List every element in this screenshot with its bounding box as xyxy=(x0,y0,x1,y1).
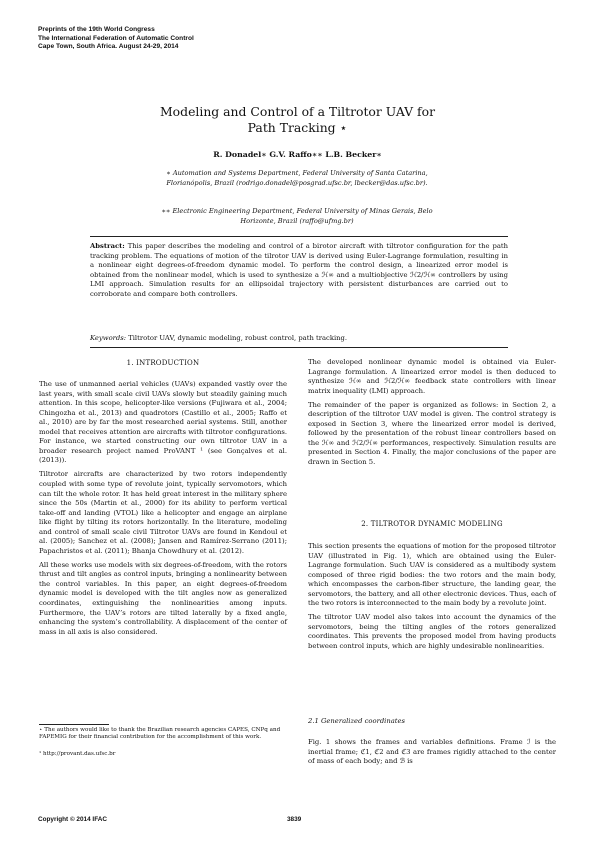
intro-paragraph-1: The use of unmanned aerial vehicles (UAVs) expanded vastly over the last years, with small scale civil UAVs slowly but steadily gaining much attention. In this scope, helicopter-like versions (Fujiwara et al., 2004; Chingozha et al., 2013) and quadrotors (Castillo et al., 2005; Raffo et al., 2010) are by far the most researched aerial systems. Still, another model that receives attention are aircrafts with tiltrotor configurations. For instance, we started constructing our own tiltrotor UAV in a broader research project named ProVANT ¹ (see Gonçalves et al. (2013)). xyxy=(39,380,287,465)
abstract-block xyxy=(90,242,508,300)
intro-paragraph-3: All these works use models with six degrees-of-freedom, with the rotors thrust and tilt angles as control inputs, bringing a nonlinearity between the control variables. In this paper, an eight degrees-of-freedom dynamic model is developed with the tilt angles now as generalized coordinates, extinguishing the nonlinearities among inputs. Furthermore, the UAV’s rotors are tilted laterally by a fixed angle, enhancing the system’s controllability. A displacement of the center of mass in all axis is also considered. xyxy=(39,560,287,636)
keywords-block xyxy=(90,334,508,344)
conference-line-1: Preprints of the 19th World Congress xyxy=(38,26,155,33)
page-number: 3839 xyxy=(287,816,302,823)
author-list: R. Donadel∗ G.V. Raffo∗∗ L.B. Becker∗ xyxy=(213,150,382,159)
affiliation-2: ∗∗ Electronic Engineering Department, Federal University of Minas Gerais, Belo Horizonte, Brazil (raffo@ufmg.br) xyxy=(161,207,433,225)
intro-paragraph-5: The remainder of the paper is organized as follows: in Section 2, a description of the tiltrotor UAV model is given. The control strategy is exposed in Section 3, where the linearized error model is derived, followed by the presentation of the robust linear controllers based on the ℋ∞ and ℋ2/ℋ∞ performances, respectively. Simulation results are presented in Section 4. Finally, the major conclusions of the paper are drawn in Section 5. xyxy=(308,400,556,466)
section-2-heading: 2. TILTROTOR DYNAMIC MODELING xyxy=(361,520,503,528)
abstract-top-rule xyxy=(90,236,508,237)
footnote-funding: ⋆ The authors would like to thank the Brazilian research agencies CAPES, CNPq and FAPEMIG for their financial contribution for the accomplishment of this work. xyxy=(39,727,281,741)
section-1-heading: 1. INTRODUCTION xyxy=(126,359,200,367)
subsection-2-1-heading: 2.1 Generalized coordinates xyxy=(308,717,406,725)
right-column-body-top xyxy=(308,358,556,472)
abstract-text: This paper describes the modeling and control of a birotor aircraft with tiltrotor configuration for the path tracking problem. The equations of motion of the tilrotor UAV is derived using Euler-Lagrange formulation, resulting in a nonlinear eight degrees-of-freedom dynamic model. To perform the control design, a linearized error model is obtained from the nonlinear model, which is used to synthesize a ℋ∞ and a multiobjective ℋ2/ℋ∞ controllers by using LMI approach. Simulation results for an ellipsoidal trajectory with persistent disturbances are carried out to corroborate and compare both controllers. xyxy=(90,242,508,298)
intro-paragraph-4: The developed nonlinear dynamic model is obtained via Euler-Lagrange formulation. A linearized error model is then deduced to synthesize ℋ∞ and ℋ2/ℋ∞ feedback state controllers with linear matrix inequality (LMI) approach. xyxy=(308,358,556,395)
footnote-url: ¹ http://provant.das.ufsc.br xyxy=(39,751,116,757)
conference-line-3: Cape Town, South Africa. August 24-29, 2014 xyxy=(38,43,179,51)
paper-title-line-1: Modeling and Control of a Tiltrotor UAV for xyxy=(159,104,436,119)
conference-line-2: The International Federation of Automatic Control xyxy=(38,34,194,42)
footnote-rule xyxy=(39,724,109,725)
coordinates-paragraph: Fig. 1 shows the frames and variables definitions. Frame ℐ is the inertial frame; ℭ1, ℭ2 and ℭ3 are frames rigidly attached to the center of mass of each body; and ℬ is xyxy=(308,738,556,766)
intro-paragraph-2: Tiltrotor aircrafts are characterized by two rotors independently coupled with some type of revolute joint, typically servomotors, which can tilt the whole rotor. It has held great interest in the military sphere since the 50s (Martin et al., 2000) for its ability to perform vertical take-off and landing (VTOL) like a helicopter and engage an airplane like flight by tilting its rotors horizontally. In the literature, modeling and control of small scale civil Tiltrotor UAVs are found in Kendoul et al. (2005); Sanchez et al. (2008); Jansen and Ramírez-Serrano (2011); Papachristos et al. (2011); Bhanja Chowdhury et al. (2012). xyxy=(39,470,287,555)
right-column-body-section2 xyxy=(308,542,556,656)
affiliation-1: ∗ Automation and Systems Department, Federal University of Santa Catarina, Florianópolis, Brazil (rodrigo.donadel@posgrad.ufsc.br, lbecker@das.ufsc.br). xyxy=(166,169,428,187)
copyright-notice: Copyright © 2014 IFAC xyxy=(38,816,107,823)
keywords-text: Tiltrotor UAV, dynamic modeling, robust control, path tracking. xyxy=(126,334,348,342)
abstract-bottom-rule xyxy=(90,347,508,348)
left-column-body xyxy=(39,380,287,642)
modeling-paragraph-1: This section presents the equations of motion for the proposed tiltrotor UAV (illustrated in Fig. 1), which are obtained using the Euler-Lagrange formulation. Such UAV is considered as a multibody system composed of three rigid bodies: the two rotors and the main body, which encompasses the carbon-fiber structure, the landing gear, the servomotors, the battery, and all other electronic devices. Thus, each of the two rotors is interconnected to the main body by a revolute joint. xyxy=(308,542,556,608)
keywords-label: Keywords: xyxy=(90,334,127,342)
abstract-label: Abstract: xyxy=(90,242,125,250)
right-column-body-subsection xyxy=(308,738,556,771)
modeling-paragraph-2: The tiltrotor UAV model also takes into account the dynamics of the servomotors, being the tilting angles of the rotors generalized coordinates. This prevents the proposed model from having products between control inputs, which are highly undesirable nonlinearities. xyxy=(308,613,556,650)
paper-title-line-2: Path Tracking ⋆ xyxy=(247,120,348,135)
